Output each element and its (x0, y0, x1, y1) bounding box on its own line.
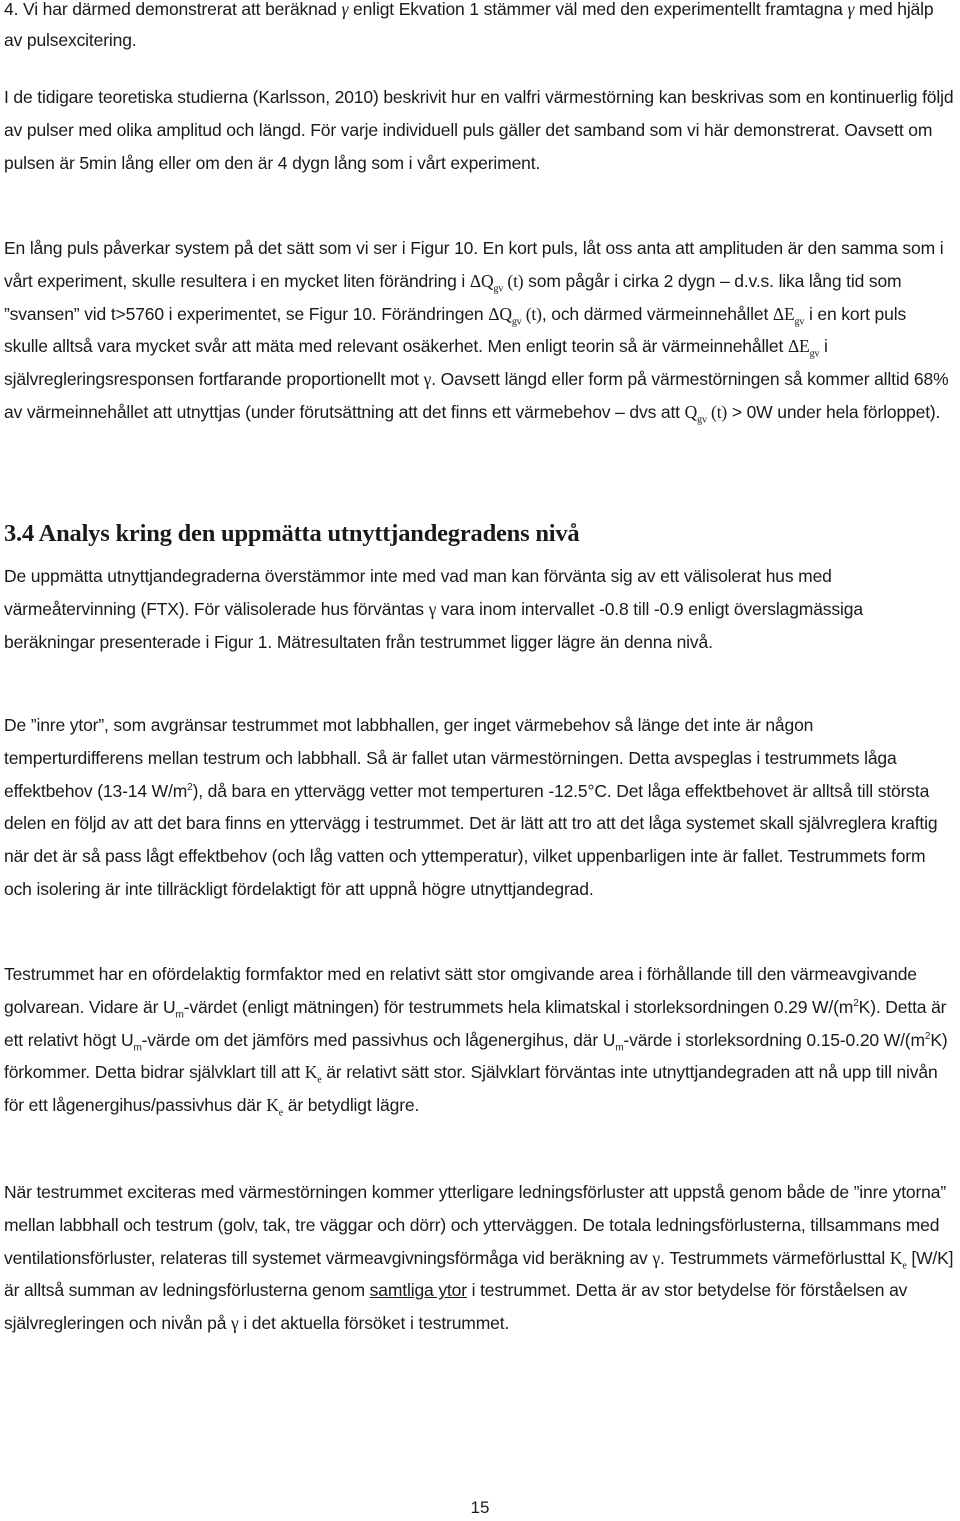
text-run: K). Detta är ett relativt högt U (4, 996, 947, 1050)
gamma-symbol: γ (847, 0, 855, 19)
paragraph-conduction-losses (4, 1176, 954, 1340)
superscript: 2 (853, 997, 859, 1009)
text-run: i testrummet. Detta är av stor betydelse för förståelsen av självregleringen och nivån på (4, 1280, 908, 1334)
text-run: . Oavsett längd eller form på värmestörningen så kommer alltid 68% av värmeinnehållet att utnyttjas (under förutsättning att det finns ett värmebehov – dvs att (4, 369, 949, 422)
gamma-symbol: γ (231, 1313, 239, 1334)
text-run: i det aktuella försöket i testrummet. (238, 1313, 510, 1334)
text-run: -värdet (enligt mätningen) för testrummets hela klimatskal i storleksordningen 0.29 W/(m (183, 996, 854, 1017)
text-run: En lång puls påverkar system på det sätt som vi ser i Figur 10. En kort puls, låt oss anta att amplituden är den samma som i vårt experiment, skulle resultera i en mycket liten förändring i (4, 238, 944, 291)
text-run: vara inom intervallet -0.8 till -0.9 enligt överslagmässiga beräkningar presenterade i Figur 1. Mätresultaten från testrummet ligger lägre än denna nivå. (4, 598, 863, 652)
k-e-symbol: $K_e$ (889, 1247, 907, 1272)
section-heading (4, 520, 579, 548)
subscript: m (133, 1042, 142, 1054)
subscript: m (175, 1009, 184, 1021)
page-number: 15 (470, 1498, 490, 1517)
text-run: är relativt sätt stor. Självklart förväntas inte utnyttjandegraden att nå upp till nivån för ett lågenergihus/passivhus där (4, 1062, 938, 1116)
paragraph-pulse-theory: I de tidigare teoretiska studierna (Karlsson, 2010) beskrivit hur en valfri värmestörning kan beskrivas som en kontinuerlig följd av pulser med olika amplitud och längd. För varje individuell puls gäller det samband som vi här demonstrerat. Oavsett om pulsen är 5min lång eller om den är 4 dygn lång som i vårt experiment. (4, 87, 954, 173)
text-run: i självregleringsresponsen fortfarande proportionellt mot (4, 336, 828, 390)
gamma-symbol: γ (428, 598, 437, 619)
paragraph-conclusion-4 (4, 0, 954, 56)
text-run: 4. Vi har därmed demonstrerat att beräknad (4, 0, 342, 19)
text-run: De ”inre ytor”, som avgränsar testrummet mot labbhallen, ger inget värmebehov så länge det inte är någon temperturdifferens mellan testrum och labbhall. Så är fallet utan värmestörningen. Detta avspeglas i testrummets låga effektbehov (13-14 W/m (4, 715, 897, 801)
delta-q-gv-symbol: $\Delta Q_{gv}$ (t) (488, 303, 542, 328)
paragraph-long-short-pulse (4, 232, 954, 429)
paragraph-measured-utilization (4, 560, 954, 658)
delta-e-gv-symbol: $\Delta E_{gv}$ (787, 336, 820, 360)
text-run: med hjälp av pulsexcitering. (4, 0, 934, 50)
paragraph-inner-surfaces (4, 709, 954, 906)
delta-e-gv-symbol: $\Delta E_{gv}$ (772, 303, 805, 328)
k-e-symbol: $K_e$ (304, 1062, 322, 1086)
text-run: > 0W under hela förloppet). (727, 401, 941, 422)
text-run: När testrummet exciteras med värmestörningen kommer ytterligare ledningsförluster att uppstå genom både de ”inre ytorna” mellan labbhall och testrum (golv, tak, tre väggar och dörr) och ytterväggen. De totala ledningsförlusterna, tillsammans med ventilationsförluster, relateras till systemet värmeavgivningsförmåga vid beräkning av (4, 1182, 947, 1268)
text-run: De uppmätta utnyttjandegraderna överstämmor inte med vad man kan förvänta sig av ett välisolerat hus med värmeåtervinning (FTX). För välisolerade hus förväntas (4, 566, 832, 619)
text-run: i en kort puls skulle alltså vara mycket svår att mäta med relevant osäkerhet. Men enligt teorin så är värmeinnehållet (4, 303, 907, 357)
text-run: , och därmed värmeinnehållet (541, 303, 773, 324)
text-run: K) förkommer. Detta bidrar självklart till att (4, 1029, 948, 1083)
paragraph-form-factor (4, 958, 954, 1122)
text-run: -värde om det jämförs med passivhus och lågenergihus, där U (141, 1029, 616, 1050)
gamma-symbol: γ (652, 1247, 660, 1268)
k-e-symbol: $K_e$ (266, 1095, 284, 1119)
text-run: Testrummet har en ofördelaktig formfaktor med en relativt sätt stor omgivande area i förhållande till den värmeavgivande golvarean. Vidare är U (4, 964, 917, 1017)
section-number: 3.4 (4, 520, 35, 547)
delta-q-gv-symbol: $\Delta Q_{gv}$ (t) (469, 270, 524, 295)
q-gv-symbol: $Q_{gv}$ (t) (684, 401, 728, 426)
text-run: ), då bara en yttervägg vetter mot temperturen -12.5°C. Det låga effektbehovet är alltså till största delen en följd av att det bara finns en yttervägg i testrummet. Det är lätt att tro att det låga systemet skall självreglera kraftig när det är så pass lågt effektbehov (och låg vatten och yttemperatur), vilket uppenbarligen inte är fallet. Testrummets form och isolering är inte tillräckligt fördelaktigt för att uppnå högre utnyttjandegrad. (4, 780, 938, 899)
section-title: Analys kring den uppmätta utnyttjandegradens nivå (34, 520, 580, 547)
superscript: 2 (187, 781, 193, 793)
underlined-text: samtliga ytor (369, 1280, 467, 1301)
text-run: -värde i storleksordning 0.15-0.20 W/(m (623, 1029, 925, 1050)
text-run: enligt Ekvation 1 stämmer väl med den experimentellt framtagna (348, 0, 848, 19)
text-run: är betydligt lägre. (283, 1095, 420, 1116)
text-run: [W/K] är alltså summan av ledningsförlusterna genom (4, 1247, 954, 1301)
text-run: som pågår i cirka 2 dygn – d.v.s. lika lång tid som ”svansen” vid t>5760 i experimentet, se Figur 10. Förändringen (4, 270, 902, 324)
subscript: m (615, 1042, 624, 1054)
gamma-symbol: γ (423, 369, 432, 390)
text-run: . Testrummets värmeförlusttal (659, 1247, 890, 1268)
superscript: 2 (924, 1030, 931, 1042)
gamma-symbol: γ (341, 0, 349, 19)
